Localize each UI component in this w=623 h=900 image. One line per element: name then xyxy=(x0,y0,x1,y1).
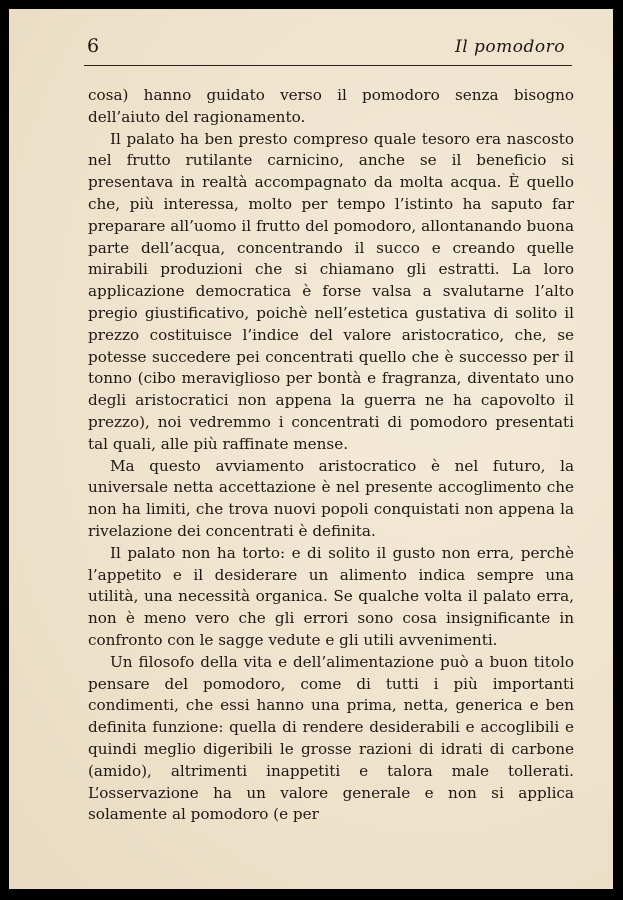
page-header xyxy=(87,35,573,61)
running-title: Il pomodoro xyxy=(454,37,565,57)
paragraph: cosa) hanno guidato verso il pomodoro senza bisogno dell’aiuto del ragionamento. xyxy=(88,86,574,126)
paragraph: Un filosofo della vita e dell’alimentazione può a buon titolo pensare del pomodoro, come di tutti i più importanti condimenti, che essi hanno una prima, netta, generica e ben definita funzione: quella di rendere desiderabili e accoglibili e quindi meglio digeribili le grosse razioni di idrati di carbone (amido), altrimenti inappetiti e talora male tollerati. L’osservazione ha un valore generale e non si applica solamente al pomodoro (e per xyxy=(88,652,574,824)
page-number: 6 xyxy=(87,35,100,57)
body-text xyxy=(88,85,574,826)
paragraph: Ma questo avviamento aristocratico è nel futuro, la universale netta accettazione è nel presente accoglimento che non ha limiti, che trova nuovi popoli conquistati non appena la rivelazione dei concentrati è definita. xyxy=(88,456,574,540)
paragraph: Il palato ha ben presto compreso quale tesoro era nascosto nel frutto rutilante carnicino, anche se il beneficio si presentava in realtà accompagnato da molta acqua. È quello che, più interessa, molto per tempo l’istinto ha saputo far preparare all’uomo il frutto del pomodoro, allontanando buona parte dell’acqua, concentrando il succo e creando quelle mirabili produzioni che si chiamano gli estratti. La loro applicazione democratica è forse valsa a svalutarne l’alto pregio giustificativo, poichè nell’estetica gustativa di solito il prezzo costituisce l’indice del valore aristocratico, che, se potesse succedere pei concentrati quello che è successo per il tonno (cibo meraviglioso per bontà e fragranza, diventato uno degli aristocratici non appena la guerra ne ha capovolto il prezzo), noi vedremmo i concentrati di pomodoro presentati tal quali, alle più raffinate mense. xyxy=(88,129,574,453)
book-page xyxy=(9,9,613,889)
paragraph: Il palato non ha torto: e di solito il gusto non erra, perchè l’appetito e il desiderare un alimento indica sempre una utilità, una necessità organica. Se qualche volta il palato erra, non è meno vero che gli errori sono cosa insignificante in confronto con le sagge vedute e gli utili avvenimenti. xyxy=(88,543,574,649)
header-rule xyxy=(84,65,572,66)
